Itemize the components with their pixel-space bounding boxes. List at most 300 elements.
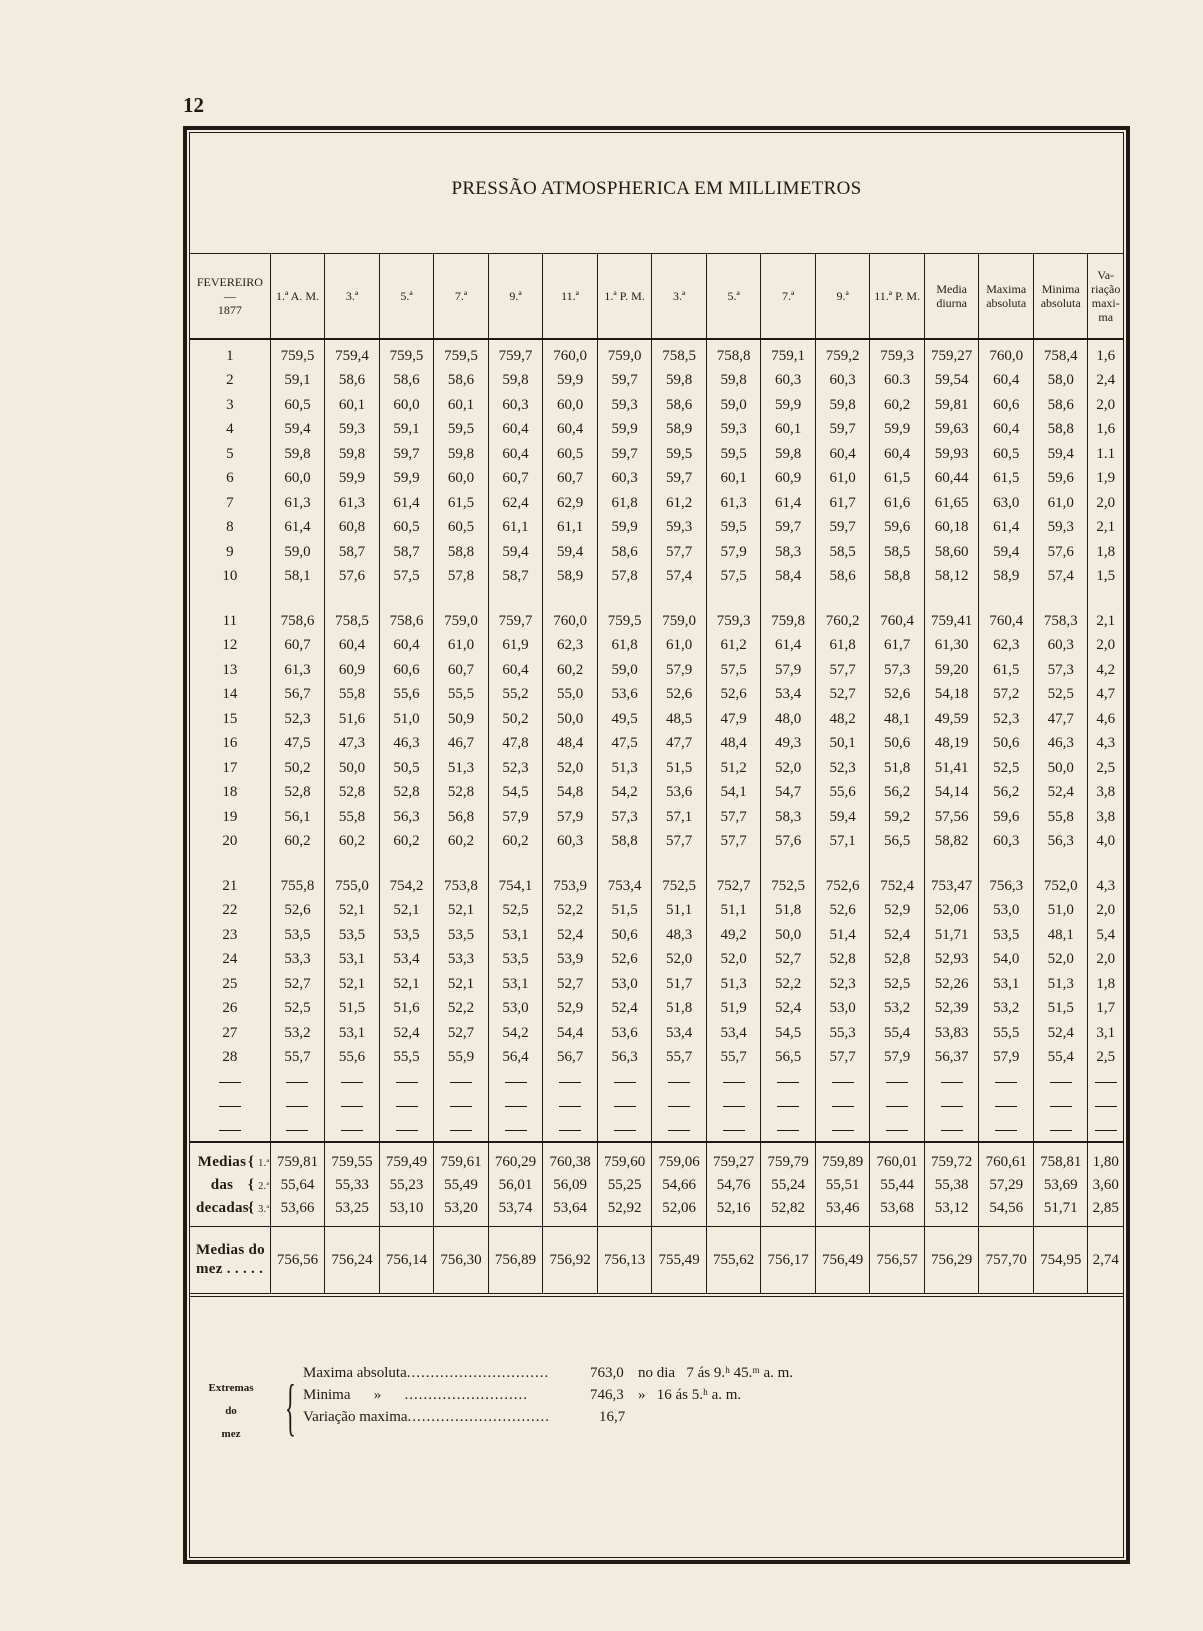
column-header: Va-riação maxi-ma [1088,254,1123,340]
table-cell: 60,2 [488,830,543,855]
table-cell: 58,7 [325,540,380,565]
column-header: 1.ª A. M. [270,254,325,340]
table-cell: 4,7 [1088,683,1123,708]
table-cell: 9 [226,543,234,560]
table-cell: 52,5 [1033,683,1088,708]
day-row [190,683,1123,708]
dash-mark [886,1130,908,1131]
dash-mark [450,1106,472,1107]
table-cell: 55,7 [270,1046,325,1071]
table-cell: 52,5 [979,756,1034,781]
table-cell: 48,4 [543,732,598,757]
table-cell: 27 [222,1024,238,1041]
table-cell: 61,6 [870,491,925,516]
table-cell: 759,5 [597,609,652,634]
table-cell: 60,3 [979,830,1034,855]
table-cell: 758,6 [379,609,434,634]
table-cell: 55,64 [270,1174,325,1197]
table-cell: 46,7 [434,732,489,757]
table-cell: 756,92 [543,1227,598,1296]
table-cell: 760,01 [870,1142,925,1174]
table-cell: 55,0 [543,683,598,708]
table-cell: 59,5 [706,442,761,467]
table-cell: 2,0 [1088,634,1123,659]
table-cell: 61,8 [597,491,652,516]
table-cell: 52,4 [1033,1021,1088,1046]
table-cell: 752,4 [870,874,925,899]
table-cell: 51,1 [706,899,761,924]
table-cell: 60,7 [270,634,325,659]
table-cell: 760,4 [870,609,925,634]
day-row [190,658,1123,683]
table-cell: 58,3 [761,540,816,565]
pressure-table [190,253,1123,1297]
table-cell: 2,74 [1088,1227,1123,1296]
table-cell: 57,9 [870,1046,925,1071]
table-cell: 2 [226,372,234,389]
table-cell: 52,0 [543,756,598,781]
month-mean-row [190,1227,1123,1296]
table-cell: 4,3 [1088,874,1123,899]
table-cell: 756,3 [979,874,1034,899]
table-cell: 58,9 [543,565,598,590]
table-cell: 52,6 [652,683,707,708]
table-cell: 59,63 [924,418,979,443]
table-cell: 59,3 [706,418,761,443]
table-cell: 4,6 [1088,707,1123,732]
table-cell: 47,7 [1033,707,1088,732]
table-cell: 59,1 [379,418,434,443]
table-cell: 61,0 [652,634,707,659]
column-header: 3.ª [652,254,707,340]
table-cell: 752,6 [815,874,870,899]
table-cell: 51,5 [325,997,380,1022]
table-cell: 56,3 [597,1046,652,1071]
day-row [190,609,1123,634]
table-cell: 13 [222,661,238,678]
table-cell: 759,1 [761,339,816,369]
table-cell: 759,8 [761,609,816,634]
table-cell: 55,7 [652,1046,707,1071]
table-cell: 52,92 [597,1197,652,1227]
dash-mark [559,1082,581,1083]
table-cell: 52,5 [488,899,543,924]
spacer-row [190,589,1123,609]
dash-mark [1095,1082,1117,1083]
table-cell: 759,2 [815,339,870,369]
table-cell: 26 [222,1000,238,1017]
table-cell: 53,9 [543,948,598,973]
table-cell: 760,29 [488,1142,543,1174]
table-cell: 55,2 [488,683,543,708]
table-cell: 22 [222,902,238,919]
table-cell: 55,8 [325,683,380,708]
table-cell: 53,5 [270,923,325,948]
dash-mark [341,1106,363,1107]
table-cell: 759,81 [270,1142,325,1174]
table-cell: 59,5 [652,442,707,467]
table-cell: 59,3 [1033,516,1088,541]
table-cell: 58,0 [1033,369,1088,394]
table-cell: 60,5 [379,516,434,541]
column-header: 1.ª P. M. [597,254,652,340]
day-row [190,805,1123,830]
column-header: 7.ª [761,254,816,340]
table-cell: 53,5 [434,923,489,948]
table-cell: 56,3 [1033,830,1088,855]
table-cell: 55,44 [870,1174,925,1197]
dash-mark [886,1106,908,1107]
table-cell: 52,8 [270,781,325,806]
table-cell: 59,4 [543,540,598,565]
table-cell: 16 [222,735,238,752]
table-cell: 53,1 [488,972,543,997]
table-cell: 57,6 [1033,540,1088,565]
dash-mark [832,1130,854,1131]
table-cell: 1,8 [1088,972,1123,997]
table-cell: 58,6 [597,540,652,565]
table-cell: 59,20 [924,658,979,683]
table-body [190,339,1123,1295]
table-cell: 52,6 [870,683,925,708]
day-row [190,830,1123,855]
table-cell: 52,0 [652,948,707,973]
table-cell: 51,6 [325,707,380,732]
table-cell: 53,1 [488,923,543,948]
table-cell: 52,8 [379,781,434,806]
table-cell: 756,24 [325,1227,380,1296]
table-cell: 759,5 [270,339,325,369]
dash-mark [559,1130,581,1131]
table-cell: 60,5 [270,393,325,418]
table-cell: 52,5 [870,972,925,997]
table-cell: 10 [222,568,238,585]
table-cell: 54,1 [706,781,761,806]
table-cell: 61,7 [870,634,925,659]
table-cell: 61,30 [924,634,979,659]
table-cell: 55,51 [815,1174,870,1197]
table-cell: 48,0 [761,707,816,732]
dash-mark [614,1130,636,1131]
day-row [190,997,1123,1022]
dash-mark [777,1082,799,1083]
table-cell: 59,7 [652,467,707,492]
table-cell: 3,8 [1088,805,1123,830]
table-cell: 760,4 [979,609,1034,634]
table-cell: 759,72 [924,1142,979,1174]
table-cell: 60,5 [543,442,598,467]
day-row [190,369,1123,394]
table-cell: 59,7 [815,516,870,541]
dash-mark [777,1106,799,1107]
table-cell: 52,9 [870,899,925,924]
table-cell: 61,4 [761,491,816,516]
table-cell: 759,5 [434,339,489,369]
table-cell: 48,1 [870,707,925,732]
table-cell: 60,4 [325,634,380,659]
day-row [190,948,1123,973]
table-cell: 55,24 [761,1174,816,1197]
table-cell: 55,5 [379,1046,434,1071]
table-cell: 56,7 [543,1046,598,1071]
table-cell: 52,6 [270,899,325,924]
table-cell: 52,4 [761,997,816,1022]
table-cell: 52,1 [379,899,434,924]
table-cell: 52,7 [434,1021,489,1046]
table-cell: 50,6 [870,732,925,757]
table-cell: 752,5 [761,874,816,899]
table-cell: 60,2 [543,658,598,683]
table-cell: 756,56 [270,1227,325,1296]
table-cell: 51,3 [434,756,489,781]
table-cell: 12 [222,637,238,654]
table-cell: 58,8 [870,565,925,590]
table-cell: 50,0 [1033,756,1088,781]
table-cell: 1,8 [1088,540,1123,565]
table-cell: 59,8 [434,442,489,467]
table-cell: 61,4 [270,516,325,541]
table-cell: 759,41 [924,609,979,634]
column-header: 5.ª [706,254,761,340]
table-cell: 61,1 [488,516,543,541]
table-cell: 2,85 [1088,1197,1123,1227]
table-cell: 51,5 [597,899,652,924]
table-cell: 58,1 [270,565,325,590]
table-cell: 759,89 [815,1142,870,1174]
table-cell: 758,5 [325,609,380,634]
table-cell: 55,6 [379,683,434,708]
table-cell: 58,6 [325,369,380,394]
table-cell: 56,7 [270,683,325,708]
table-cell: 53,0 [979,899,1034,924]
table-cell: 52,7 [270,972,325,997]
table-cell: 2,0 [1088,491,1123,516]
table-cell: 53,3 [434,948,489,973]
table-cell: 54,66 [652,1174,707,1197]
table-cell: 47,7 [652,732,707,757]
table-cell: 55,33 [325,1174,380,1197]
table-cell: 2,1 [1088,516,1123,541]
table-cell: 57,7 [706,805,761,830]
dash-mark [941,1082,963,1083]
extremes-label: Extremas do mez [208,1382,254,1440]
table-cell: 21 [222,877,238,894]
table-cell: 59,6 [979,805,1034,830]
table-cell: 59,5 [706,516,761,541]
table-cell: 754,95 [1033,1227,1088,1296]
table-cell: 61,65 [924,491,979,516]
table-cell: 53,4 [379,948,434,973]
table-cell: 56,37 [924,1046,979,1071]
table-cell: 55,6 [325,1046,380,1071]
dash-mark [219,1106,241,1107]
table-cell: 59,1 [270,369,325,394]
table-cell: 61,3 [270,491,325,516]
table-cell: 60,9 [761,467,816,492]
table-cell: 60,2 [325,830,380,855]
table-cell: 58,5 [870,540,925,565]
table-cell: 759,7 [488,339,543,369]
table-cell: 59,9 [597,418,652,443]
table-cell: 59,8 [706,369,761,394]
table-cell: 54,5 [761,1021,816,1046]
table-cell: 2,5 [1088,1046,1123,1071]
table-cell: 758,8 [706,339,761,369]
page-number: 12 [183,93,204,117]
column-header: 7.ª [434,254,489,340]
column-header: Media diurna [924,254,979,340]
table-cell: 60,7 [488,467,543,492]
table-cell: 61,5 [979,467,1034,492]
table-cell: 59,4 [1033,442,1088,467]
table-cell: 56,09 [543,1174,598,1197]
dash-mark [668,1106,690,1107]
dash-mark [941,1130,963,1131]
table-cell: 52,3 [979,707,1034,732]
dash-mark [723,1106,745,1107]
table-cell: 61,1 [543,516,598,541]
table-cell: 62,9 [543,491,598,516]
dash-mark [505,1082,527,1083]
table-cell: 51,3 [706,972,761,997]
table-cell: 56,5 [870,830,925,855]
table-cell: 18 [222,784,238,801]
table-cell: 62,4 [488,491,543,516]
table-cell: 47,5 [597,732,652,757]
table-cell: 60,2 [434,830,489,855]
table-cell: 54,56 [979,1197,1034,1227]
table-cell: 53,4 [706,1021,761,1046]
table-cell: 759,55 [325,1142,380,1174]
table-cell: 54,18 [924,683,979,708]
table-cell: 52,26 [924,972,979,997]
table-cell: 47,9 [706,707,761,732]
table-cell: 51,71 [1033,1197,1088,1227]
table-cell: 57,56 [924,805,979,830]
table-cell: 56,2 [979,781,1034,806]
dash-mark [995,1130,1017,1131]
table-cell: 61,0 [434,634,489,659]
table-cell: 1,9 [1088,467,1123,492]
table-cell: 59,9 [325,467,380,492]
table-cell: 60,3 [1033,634,1088,659]
table-cell: 759,0 [434,609,489,634]
table-cell: 59,54 [924,369,979,394]
table-cell: 60,4 [543,418,598,443]
table-cell: 60,8 [325,516,380,541]
table-cell: 60,2 [270,830,325,855]
dash-mark [341,1082,363,1083]
table-cell: 57,7 [815,658,870,683]
dash-mark [995,1106,1017,1107]
table-cell: 61,0 [815,467,870,492]
table-cell: 52,7 [761,948,816,973]
table-cell: 14 [222,686,238,703]
table-cell: 53,12 [924,1197,979,1227]
table-cell: 55,4 [870,1021,925,1046]
column-header: 9.ª [815,254,870,340]
table-cell: 58,12 [924,565,979,590]
table-cell: 59,93 [924,442,979,467]
table-cell: 58,3 [761,805,816,830]
table-cell: 2,0 [1088,899,1123,924]
table-cell: 15 [222,710,238,727]
day-row [190,781,1123,806]
table-cell: 56,1 [270,805,325,830]
dash-mark [505,1130,527,1131]
table-cell: 60,7 [434,658,489,683]
table-cell: 55,5 [979,1021,1034,1046]
table-cell: 57,4 [1033,565,1088,590]
table-cell: 1,80 [1088,1142,1123,1174]
table-cell: 53,1 [979,972,1034,997]
table-cell: 61,8 [815,634,870,659]
brace: { [285,1371,296,1442]
empty-day-row [190,1119,1123,1142]
table-cell: 756,49 [815,1227,870,1296]
table-cell: 759,06 [652,1142,707,1174]
table-cell: 60,1 [434,393,489,418]
dash-mark [1050,1082,1072,1083]
dash-mark [777,1130,799,1131]
table-cell: 58,60 [924,540,979,565]
table-cell: 759,0 [597,339,652,369]
table-cell: 61,0 [1033,491,1088,516]
table-cell: 760,0 [543,339,598,369]
table-cell: 57,1 [652,805,707,830]
table-cell: 51,7 [652,972,707,997]
table-cell: 758,81 [1033,1142,1088,1174]
table-cell: 53,10 [379,1197,434,1227]
table-cell: 3 [226,396,234,413]
day-row [190,339,1123,369]
table-cell: 54,0 [979,948,1034,973]
table-cell: 59,8 [761,442,816,467]
table-cell: 52,06 [924,899,979,924]
dash-mark [450,1082,472,1083]
table-cell: 1,6 [1088,339,1123,369]
table-cell: 58,6 [1033,393,1088,418]
table-cell: 53,25 [325,1197,380,1227]
dash-mark [941,1106,963,1107]
table-cell: 60,3 [761,369,816,394]
table-cell: 59,0 [597,658,652,683]
dash-mark [723,1130,745,1131]
table-cell: 52,93 [924,948,979,973]
dash-mark [614,1082,636,1083]
table-cell: 53,5 [979,923,1034,948]
table-cell: 60,3 [815,369,870,394]
table-cell: 59,3 [325,418,380,443]
table-cell: 50,0 [761,923,816,948]
day-row [190,756,1123,781]
table-cell: 52,82 [761,1197,816,1227]
table-cell: 60,3 [597,467,652,492]
table-cell: 60,3 [488,393,543,418]
table-cell: 4,3 [1088,732,1123,757]
table-cell: 2,0 [1088,948,1123,973]
table-cell: 58,6 [434,369,489,394]
table-cell: 59,7 [597,369,652,394]
table-cell: 55,23 [379,1174,434,1197]
table-cell: 3,60 [1088,1174,1123,1197]
table-cell: 60,0 [270,467,325,492]
table-cell: 49,5 [597,707,652,732]
table-cell: 52,16 [706,1197,761,1227]
table-cell: 57,7 [652,830,707,855]
table-cell: 52,5 [270,997,325,1022]
empty-day-row [190,1095,1123,1120]
